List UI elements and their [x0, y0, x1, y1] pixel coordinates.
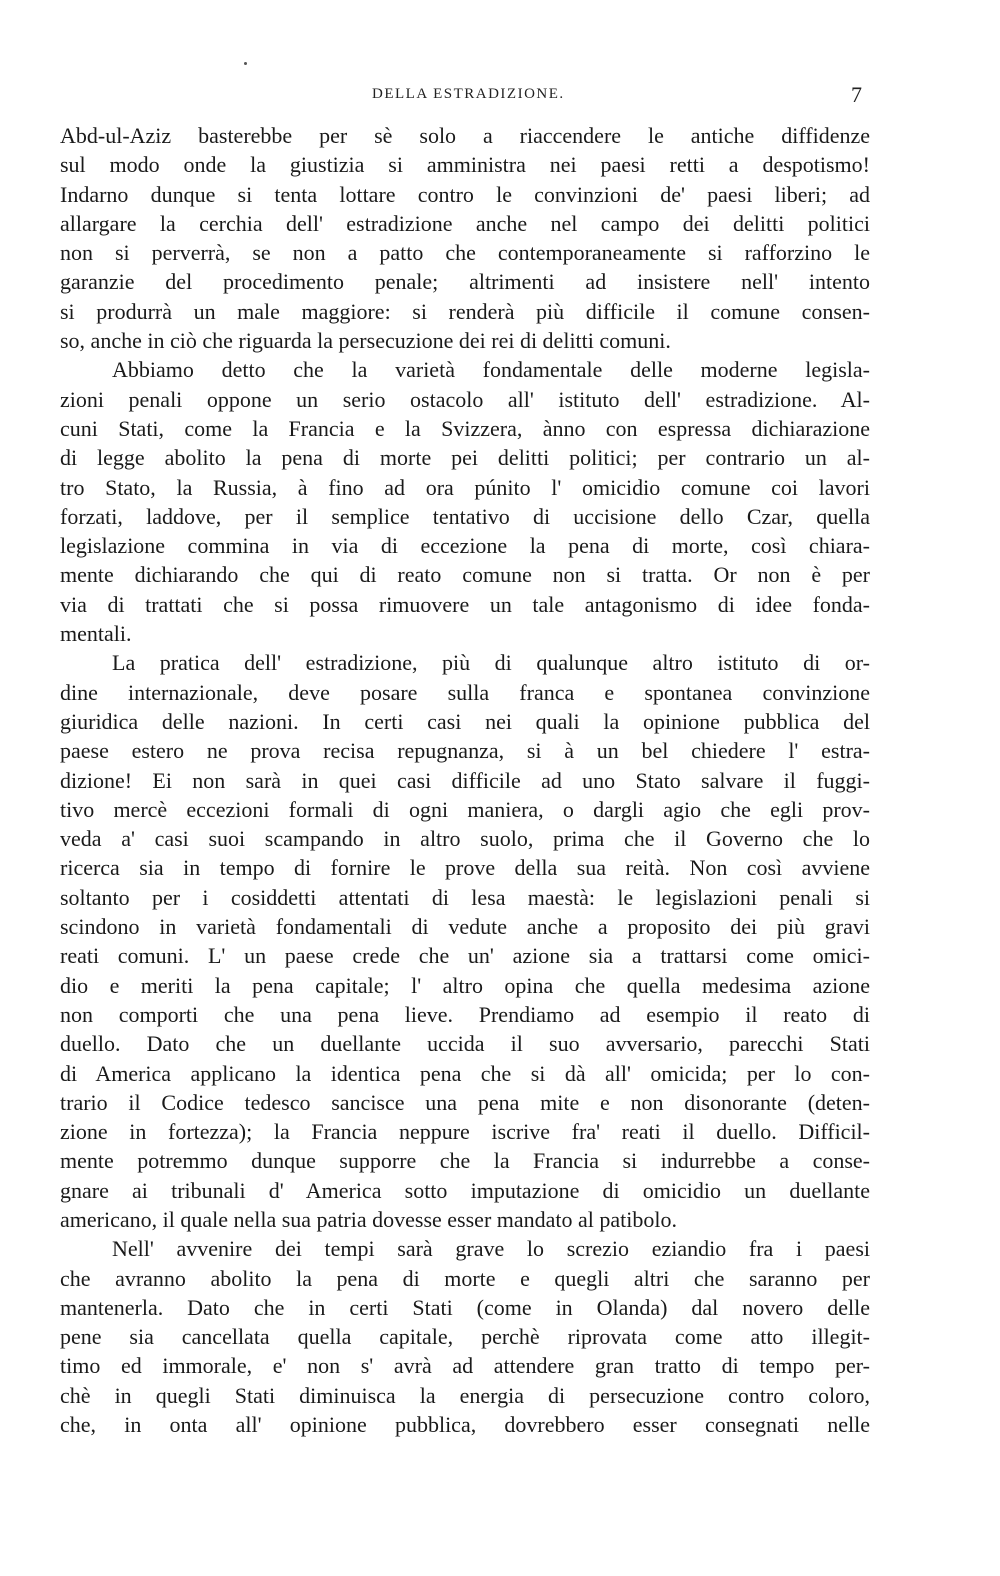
text-line: garanzie del procedimento penale; altrimenti ad insistere nell' intento — [60, 269, 870, 295]
text-line: scindono in varietà fondamentali di vedute anche a proposito dei più gravi — [60, 914, 870, 940]
text-line: mente potremmo dunque supporre che la Francia si indurrebbe a conse- — [60, 1148, 870, 1174]
text-line: tivo mercè eccezioni formali di ogni maniera, o dargli agio che egli prov- — [60, 796, 870, 822]
text-line: via di trattati che si possa rimuovere un tale antagonismo di idee fonda- — [60, 591, 870, 617]
text-line: reati comuni. L' un paese crede che un' azione sia a trattarsi come omici- — [60, 943, 870, 969]
text-line: ricerca sia in tempo di fornire le prove della sua reità. Non così avviene — [60, 855, 870, 881]
text-line: timo ed immorale, e' non s' avrà ad attendere gran tratto di tempo per- — [60, 1353, 870, 1379]
text-line: paese estero ne prova recisa repugnanza, si à un bel chiedere l' estra- — [60, 738, 870, 764]
text-line: che, in onta all' opinione pubblica, dovrebbero esser consegnati nelle — [60, 1412, 870, 1438]
text-line: mente dichiarando che qui di reato comune non si tratta. Or non è per — [60, 562, 870, 588]
text-line: trario il Codice tedesco sancisce una pena mite e non disonorante (deten- — [60, 1089, 870, 1115]
text-line: chè in quegli Stati diminuisca la energia di persecuzione contro coloro, — [60, 1382, 870, 1408]
text-line: di legge abolito la pena di morte pei delitti politici; per contrario un al- — [60, 445, 870, 471]
text-line: veda a' casi suoi scampando in altro suolo, prima che il Governo che lo — [60, 826, 870, 852]
text-line: non si perverrà, se non a patto che contemporaneamente si rafforzino le — [60, 240, 870, 266]
text-line: si produrrà un male maggiore: si renderà più difficile il comune consen- — [60, 298, 870, 324]
text-line: forzati, laddove, per il semplice tentativo di uccisione dello Czar, quella — [60, 503, 870, 529]
text-line: La pratica dell' estradizione, più di qualunque altro istituto di or- — [112, 650, 870, 676]
text-line: che avranno abolito la pena di morte e quegli altri che saranno per — [60, 1265, 870, 1291]
text-line: legislazione commina in via di eccezione la pena di morte, così chiara- — [60, 533, 870, 559]
text-line: dio e meriti la pena capitale; l' altro opina che quella medesima azione — [60, 972, 870, 998]
text-line: non comporti che una pena lieve. Prendiamo ad esempio il reato di — [60, 1001, 870, 1027]
text-line: giuridica delle nazioni. In certi casi nei quali la opinione pubblica del — [60, 708, 870, 734]
running-head: DELLA ESTRADIZIONE. — [372, 86, 565, 102]
text-line: americano, il quale nella sua patria dovesse esser mandato al patibolo. — [60, 1206, 677, 1232]
text-line: allargare la cerchia dell' estradizione anche nel campo dei delitti politici — [60, 210, 870, 236]
text-line: soltanto per i cosiddetti attentati di lesa maestà: le legislazioni penali si — [60, 884, 870, 910]
text-line: dizione! Ei non sarà in quei casi difficile ad uno Stato salvare il fuggi- — [60, 767, 870, 793]
text-line: mantenerla. Dato che in certi Stati (come in Olanda) dal novero delle — [60, 1294, 870, 1320]
text-line: di America applicano la identica pena che si dà all' omicida; per lo con- — [60, 1060, 870, 1086]
text-line: zione in fortezza); la Francia neppure iscrive fra' reati il duello. Difficil- — [60, 1119, 870, 1145]
text-line: dine internazionale, deve posare sulla franca e spontanea convinzione — [60, 679, 870, 705]
ink-speck — [244, 62, 247, 65]
text-line: pene sia cancellata quella capitale, perchè riprovata come atto illegit- — [60, 1324, 870, 1350]
text-line: duello. Dato che un duellante uccida il suo avversario, parecchi Stati — [60, 1031, 870, 1057]
text-line: sul modo onde la giustizia si amministra nei paesi retti a despotismo! — [60, 152, 870, 178]
text-line: Indarno dunque si tenta lottare contro le convinzioni de' paesi liberi; ad — [60, 181, 870, 207]
text-line: Abbiamo detto che la varietà fondamentale delle moderne legisla- — [112, 357, 870, 383]
page-number: 7 — [851, 82, 862, 107]
text-line: so, anche in ciò che riguarda la persecuzione dei rei di delitti comuni. — [60, 328, 671, 354]
text-line: mentali. — [60, 621, 132, 647]
text-line: Nell' avvenire dei tempi sarà grave lo screzio eziandio fra i paesi — [112, 1236, 870, 1262]
text-line: tro Stato, la Russia, à fino ad ora púnito l' omicidio comune coi lavori — [60, 474, 870, 500]
text-line: Abd-ul-Aziz basterebbe per sè solo a riaccendere le antiche diffidenze — [60, 123, 870, 148]
text-line: cuni Stati, come la Francia e la Svizzera, ànno con espressa dichiarazione — [60, 415, 870, 441]
text-line: gnare ai tribunali d' America sotto imputazione di omicidio un duellante — [60, 1177, 870, 1203]
text-line: zioni penali oppone un serio ostacolo all' istituto dell' estradizione. Al- — [60, 386, 870, 412]
body-text — [60, 121, 870, 1439]
